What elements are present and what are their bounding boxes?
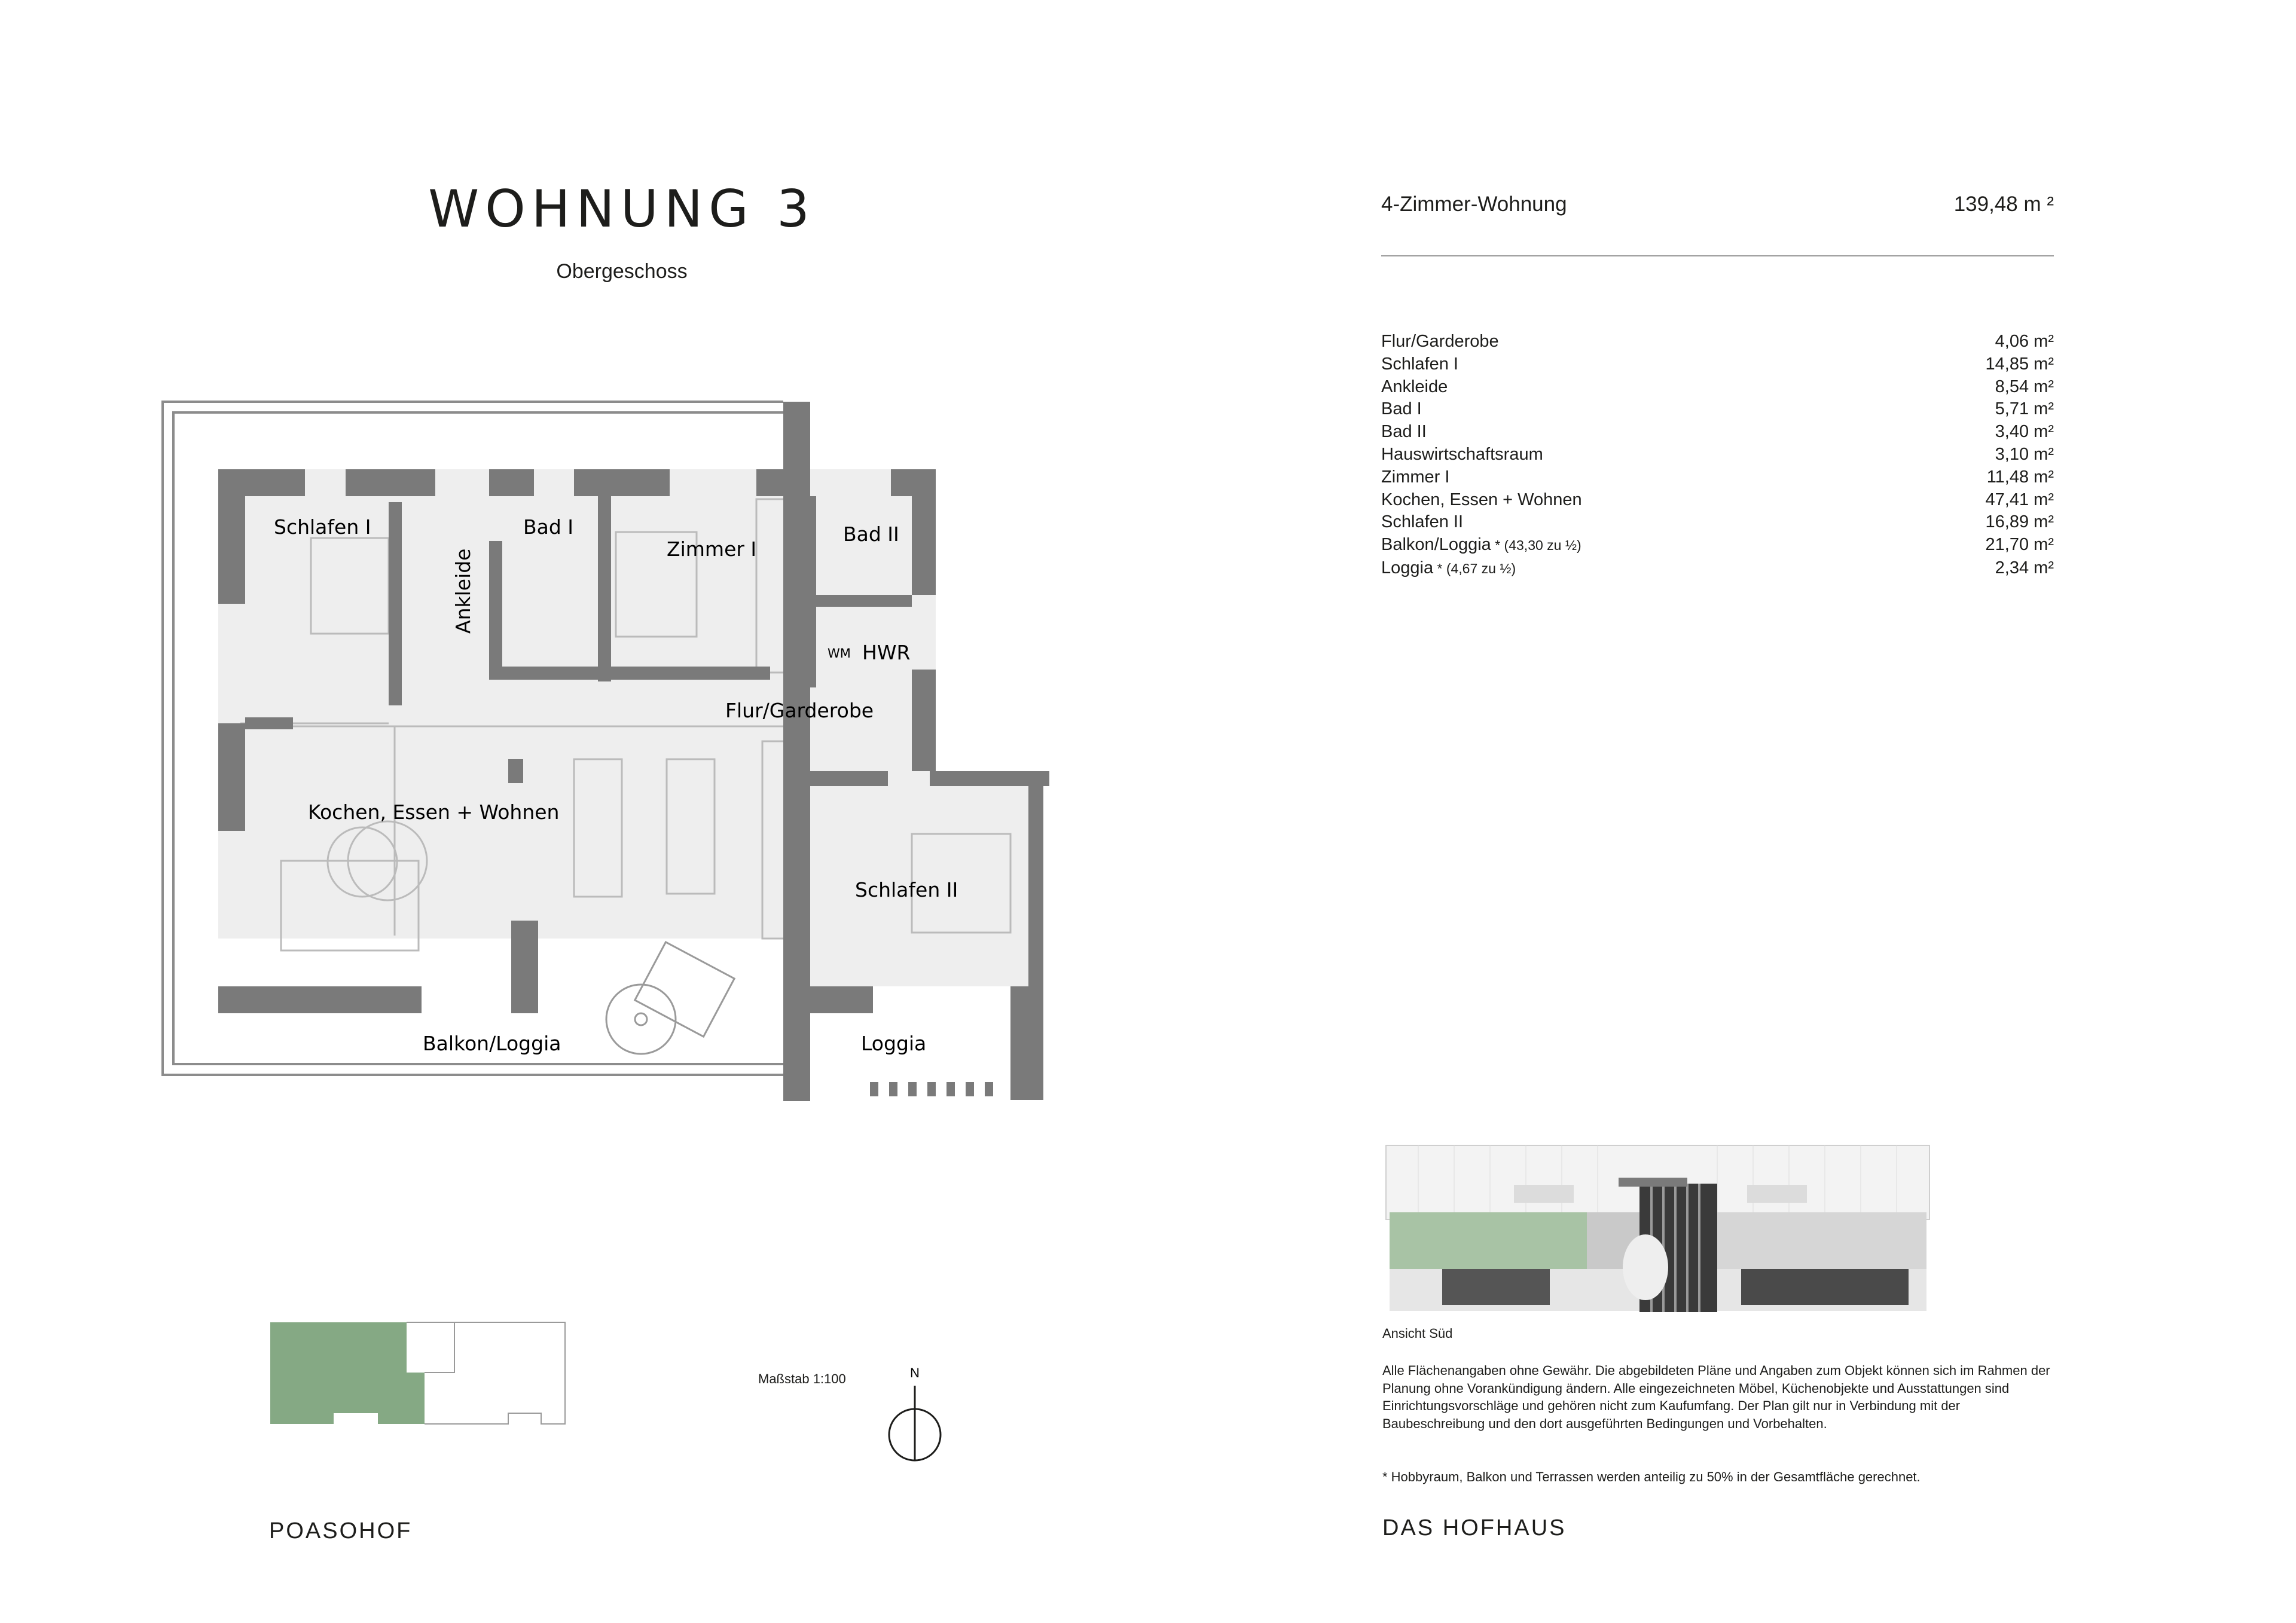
room-label-bad-1: Bad I [523,515,574,539]
room-label-schlafen-1: Schlafen I [274,515,371,539]
elevation-drawing [1382,1142,1932,1312]
loggia-rail [870,1082,993,1096]
brand-poasohof: POASOHOF [269,1518,413,1543]
north-label: N [910,1365,920,1380]
room-label-ankleide: Ankleide [451,548,475,634]
brand-das-hofhaus: DAS HOFHAUS [1382,1515,1567,1541]
room-label-loggia: Loggia [861,1032,927,1055]
room-label-flur: Flur/Garderobe [725,699,874,722]
area-row: Bad I 5,71 m² [1381,399,2054,419]
north-arrow-icon [885,1363,945,1471]
area-row: Flur/Garderobe 4,06 m² [1381,332,2054,351]
room-label-hwr: HWR [862,641,911,664]
elevation-caption: Ansicht Süd [1382,1326,1453,1341]
scale-label: Maßstab 1:100 [758,1371,846,1386]
spiral-stair [606,942,734,1054]
room-label-bad-2: Bad II [843,522,899,546]
room-label-schlafen-2: Schlafen II [855,878,958,901]
room-label-balkon: Balkon/Loggia [423,1032,561,1055]
key-plan-highlight [270,1322,425,1424]
room-label-zimmer-1: Zimmer I [667,537,757,561]
area-row: Kochen, Essen + Wohnen 47,41 m² [1381,490,2054,509]
area-list [1381,331,2054,580]
area-row: Hauswirtschaftsraum 3,10 m² [1381,444,2054,464]
page-title: WOHNUNG 3 [428,179,816,239]
area-row: Balkon/Loggia * (43,30 zu ½) 21,70 m² [1381,535,2054,555]
footnote-text: * Hobbyraum, Balkon und Terrassen werden anteilig zu 50% in der Gesamtfläche gerechnet. [1382,1469,1921,1484]
divider [1381,255,2054,256]
floor-subtitle: Obergeschoss [556,260,688,283]
floor-area [218,469,1028,986]
area-row: Schlafen II 16,89 m² [1381,512,2054,532]
area-row: Loggia * (4,67 zu ½) 2,34 m² [1381,558,2054,577]
apartment-type: 4-Zimmer-Wohnung [1381,192,1567,216]
room-label-kochen: Kochen, Essen + Wohnen [308,800,560,824]
disclaimer-text: Alle Flächenangaben ohne Gewähr. Die abgebildeten Pläne und Angaben zum Objekt können sich im Rahmen der Planung ohne Vorankündigung ändern. Alle eingezeichneten Möbel, Küchenobjekte und Ausstattungen sind Einrichtungsvorschläge und gehören nicht zum Kaufumfang. Der Plan gilt nur in Verbindung mit der Baubeschreibung und den dort ausgeführten Bedingungen und Vorbehalten. [1382,1363,2050,1431]
area-row: Ankleide 8,54 m² [1381,377,2054,396]
area-row: Schlafen I 14,85 m² [1381,354,2054,374]
floor-plan [0,0,1076,1136]
key-plan [263,1315,574,1435]
wm-label: WM [828,646,851,661]
total-area: 139,48 m ² [1953,192,2054,216]
area-row: Zimmer I 11,48 m² [1381,467,2054,487]
area-row: Bad II 3,40 m² [1381,422,2054,442]
